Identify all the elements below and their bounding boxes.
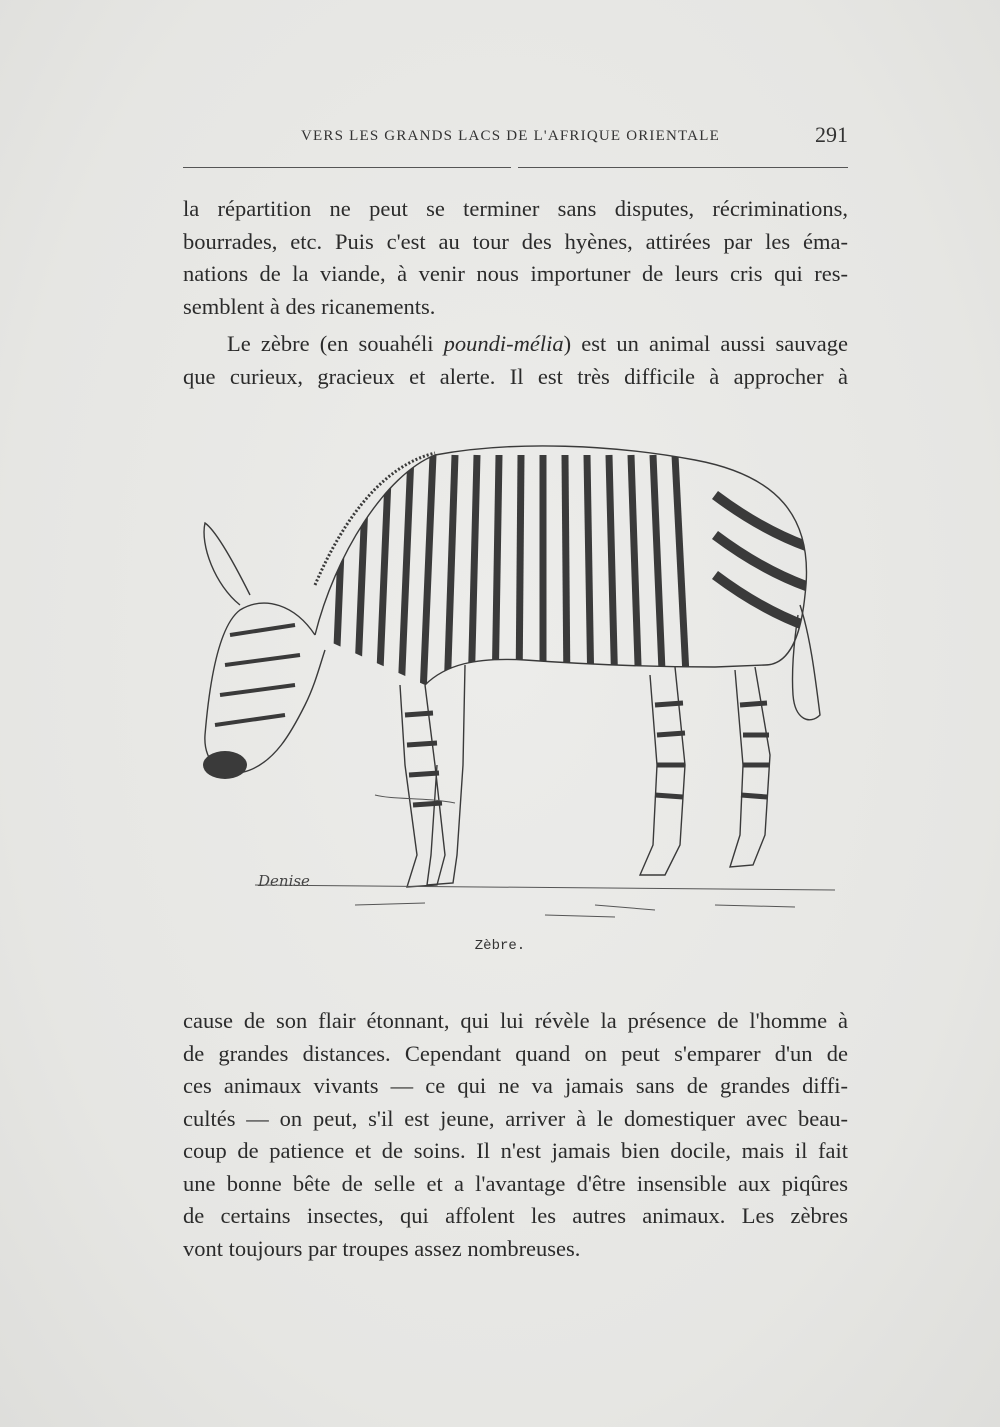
zebra-body-outline [315,446,807,685]
italic-term: poundi-mélia [443,331,564,356]
page-number: 291 [815,122,848,147]
text-line: nations de la viande, à venir nous importuner de leurs cris qui res- [183,261,848,286]
text-line: que curieux, gracieux et alerte. Il est très difficile à approcher à [183,363,848,389]
text-segment: ) est un animal aussi sauvage [563,331,848,356]
zebra-leg-stripes [405,703,769,805]
zebra-mane [315,453,435,585]
text-line: de grandes distances. Cependant quand on peut s'emparer d'un de [183,1040,848,1066]
page-header [183,122,848,152]
paragraph-1 [183,193,848,323]
text-line: vont toujours par troupes assez nombreuses. [183,1235,581,1261]
ground-hatching [255,795,835,917]
paragraph-2 [183,328,848,393]
text-line: cause de son flair étonnant, qui lui révèle la présence de l'homme à [183,1008,848,1033]
text-line: ces animaux vivants — ce qui ne va jamais sans de grandes diffi- [183,1073,848,1098]
zebra-illustration [195,435,835,935]
text-line: cultés — on peut, s'il est jeune, arriver à le domestiquer avec beau- [183,1105,848,1131]
text-line: une bonne bête de selle et a l'avantage d'être insensible aux piqûres [183,1170,848,1196]
zebra-ear [204,523,250,605]
text-line: semblent à des ricanements. [183,293,436,319]
header-rule-right [518,167,848,168]
zebra-face-stripes [215,625,300,725]
text-segment: Le zèbre (en souahéli [227,331,444,356]
zebra-hind-leg [640,667,685,875]
text-line: de certains insectes, qui affolent les autres animaux. Les zèbres [183,1203,848,1228]
zebra-muzzle [203,751,247,779]
text-line: bourrades, etc. Puis c'est au tour des hyènes, attirées par les éma- [183,228,848,254]
zebra-stripes [335,455,835,695]
text-line: coup de patience et de soins. Il n'est jamais bien docile, mais il fait [183,1138,848,1163]
text-line: la répartition ne peut se terminer sans disputes, récriminations, [183,196,848,221]
artist-signature: Denise [258,872,310,890]
header-rule-left [183,167,511,168]
text-line [183,328,848,361]
figure-caption: Zèbre. [474,938,526,954]
paragraph-3 [183,1005,848,1265]
running-title: VERS LES GRANDS LACS DE L'AFRIQUE ORIENTALE [301,128,720,144]
